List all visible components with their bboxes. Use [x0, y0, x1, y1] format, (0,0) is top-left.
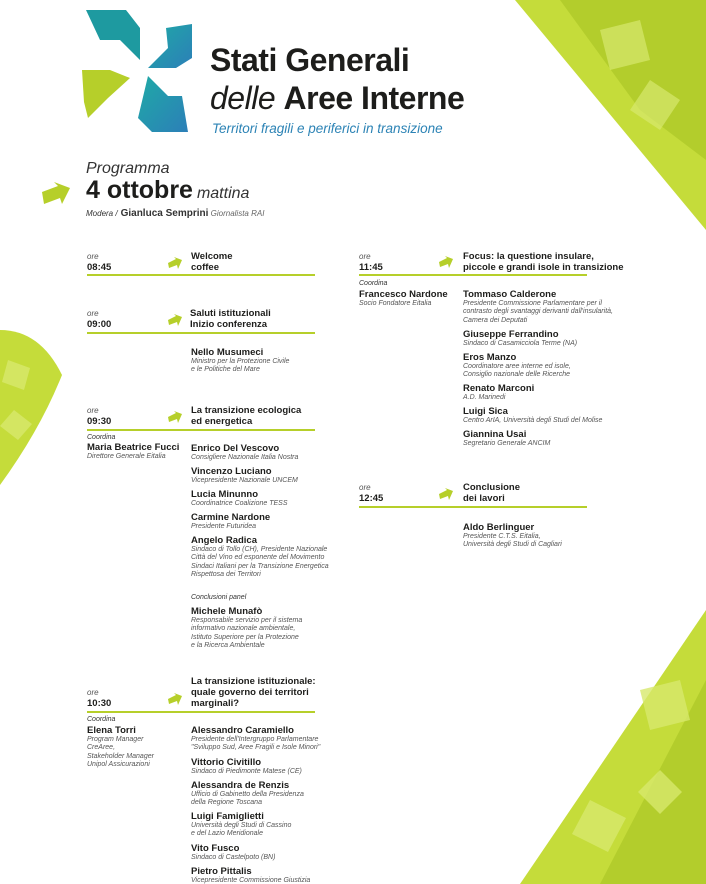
- event-title-line2: [210, 80, 464, 117]
- speaker-role: e le Politiche del Mare: [191, 366, 260, 374]
- programme-date: [86, 176, 249, 205]
- speaker-role: "Sviluppo Sud, Aree Fragili e Isole Minori": [191, 744, 321, 752]
- session-time: 12:45: [359, 493, 384, 504]
- coordinator: [87, 725, 182, 769]
- session-divider: [87, 274, 315, 276]
- speaker-role: Presidente Futuridea: [191, 523, 256, 530]
- speaker: [191, 535, 351, 579]
- programme-label: Programma: [86, 160, 170, 177]
- speaker-name: Giuseppe Ferrandino: [463, 329, 559, 340]
- session-title: [463, 482, 520, 504]
- speaker: [191, 512, 341, 531]
- arrow-right-icon: [168, 257, 182, 269]
- session-title-line: Conclusione: [463, 482, 521, 493]
- session-time: 09:00: [87, 319, 112, 330]
- speaker-name: Vittorio Civitillo: [191, 757, 262, 768]
- speaker: [463, 429, 613, 448]
- speaker-role: informativo nazionale ambientale,: [191, 625, 296, 633]
- speaker-role: Camera dei Deputati: [463, 316, 528, 324]
- arrow-right-icon: [439, 488, 453, 500]
- speaker: [191, 466, 341, 485]
- speaker-role: Consiglio nazionale delle Ricerche: [463, 371, 571, 379]
- speaker-role: Vicepresidente Nazionale UNCEM: [191, 477, 298, 484]
- session-time: 09:30: [87, 416, 112, 427]
- moderator-affiliation: Giornalista RAI: [210, 209, 265, 218]
- session-divider: [87, 332, 315, 334]
- speaker: [191, 866, 341, 884]
- session-title-line: quale governo dei territori: [191, 687, 309, 698]
- speaker-name: Nello Musumeci: [191, 347, 264, 358]
- event-title-delle: delle: [210, 80, 276, 116]
- event-title-line1: Stati Generali: [210, 42, 410, 78]
- speaker: [191, 843, 341, 862]
- speaker-role: Sindaco di Tollo (CH), Presidente Nazionale: [191, 546, 328, 553]
- speaker-name: Enrico Del Vescovo: [191, 443, 280, 454]
- event-subtitle: Territori fragili e periferici in transizione: [212, 121, 443, 136]
- session-ore-label: ore: [87, 688, 99, 697]
- speaker-name: Renato Marconi: [463, 383, 535, 394]
- speaker-name: Aldo Berlinguer: [463, 522, 535, 533]
- speaker: [191, 606, 341, 650]
- session-divider: [359, 274, 587, 276]
- coordinator: [359, 289, 459, 308]
- moderator: [86, 208, 264, 219]
- speaker-role: Presidente dell'Intergruppo Parlamentare: [191, 736, 319, 743]
- speaker-name: Luigi Sica: [463, 406, 508, 417]
- speaker-name: Michele Munafò: [191, 606, 263, 617]
- speaker-role: Stakeholder Manager: [87, 752, 154, 760]
- speaker-role: Sindaco di Castelpoto (BN): [191, 854, 276, 861]
- speaker-role: e la Ricerca Ambientale: [191, 641, 265, 649]
- speaker-name: Luigi Famiglietti: [191, 811, 264, 822]
- speaker-role: Segretario Generale ANCIM: [463, 440, 551, 447]
- speaker-role: Università degli Studi di Cassino: [191, 822, 292, 829]
- speaker: [191, 443, 341, 462]
- speaker: [463, 289, 633, 325]
- speaker-role: A.D. Marinedi: [463, 394, 506, 401]
- session-title-line: Saluti istituzionali: [190, 308, 271, 319]
- coordinator-label: Coordina: [87, 434, 116, 441]
- speaker-role: Consigliere Nazionale Italia Nostra: [191, 454, 299, 461]
- session-title-line: ed energetica: [191, 416, 253, 427]
- speaker-role: Program Manager: [87, 736, 144, 743]
- session-time: 08:45: [87, 262, 112, 273]
- speaker-role: Direttore Generale Eitalia: [87, 453, 166, 460]
- speaker-name: Tommaso Calderone: [463, 289, 557, 300]
- speaker: [463, 383, 613, 402]
- session-title-line: piccole e grandi isole in transizione: [463, 262, 624, 273]
- speaker-role: della Regione Toscana: [191, 799, 262, 807]
- session-ore-label: ore: [87, 309, 99, 318]
- session-title-line: La transizione istituzionale:: [191, 676, 316, 687]
- conclusions-label: Conclusioni panel: [191, 594, 247, 601]
- session-ore-label: ore: [87, 406, 99, 415]
- speaker-role: Vicepresidente Commissione Giustizia: [191, 877, 311, 884]
- speaker: [463, 522, 613, 550]
- speaker-role: Coordinatore aree interne ed isole,: [463, 363, 571, 370]
- speaker: [463, 329, 613, 348]
- arrow-right-icon: [439, 256, 453, 268]
- speaker-role: Centro ArIA, Università degli Studi del Molise: [463, 417, 603, 424]
- session-divider: [87, 429, 315, 431]
- event-title-aree: Aree Interne: [283, 80, 465, 116]
- speaker-name: Elena Torri: [87, 725, 136, 736]
- session-title-line: marginali?: [191, 698, 240, 709]
- speaker-name: Alessandra de Renzis: [191, 780, 290, 791]
- session-title: [191, 251, 233, 273]
- speaker-name: Alessandro Caramiello: [191, 725, 294, 736]
- arrow-right-icon: [168, 411, 182, 423]
- speaker: [191, 757, 341, 776]
- event-logo-icon: [78, 6, 200, 136]
- speaker-role: contrasto degli svantaggi derivanti dall'insularità,: [463, 308, 613, 316]
- speaker-role: Sindaco di Piedimonte Matese (CE): [191, 768, 302, 775]
- speaker-name: Carmine Nardone: [191, 512, 271, 523]
- speaker-name: Angelo Radica: [191, 535, 257, 546]
- speaker: [463, 406, 633, 425]
- date-part: mattina: [196, 185, 250, 202]
- session-title-line: dei lavori: [463, 493, 505, 504]
- session-title: [190, 308, 271, 330]
- arrow-right-icon: [168, 314, 182, 326]
- speaker-role: Università degli Studi di Cagliari: [463, 541, 562, 549]
- moderator-name: Gianluca Semprini: [120, 208, 209, 219]
- session-divider: [359, 506, 587, 508]
- session-divider: [87, 711, 315, 713]
- session-title: [463, 251, 623, 273]
- session-ore-label: ore: [359, 483, 371, 492]
- speaker-role: Coordinatrice Coalizione TESS: [191, 500, 288, 507]
- speaker-role: Città del Vino ed esponente del Movimento: [191, 554, 325, 562]
- speaker-name: Maria Beatrice Fucci: [87, 442, 180, 453]
- speaker-name: Pietro Pittalis: [191, 866, 252, 877]
- speaker-role: Sindaci Italiani per la Transizione Energetica: [191, 562, 329, 570]
- speaker: [191, 780, 341, 808]
- speaker: [191, 725, 341, 753]
- speaker: [191, 489, 341, 508]
- speaker: [191, 811, 341, 839]
- speaker-role: Sindaco di Casamicciola Terme (NA): [463, 340, 578, 347]
- speaker-role: CreAree,: [87, 744, 116, 752]
- arrow-right-icon: [42, 182, 70, 204]
- arrow-right-icon: [168, 693, 182, 705]
- session-title: [191, 405, 301, 427]
- date-value: 4 ottobre: [86, 176, 193, 204]
- speaker-role: Presidente Commissione Parlamentare per il: [463, 300, 602, 307]
- speaker-role: Ministro per la Protezione Civile: [191, 358, 290, 365]
- session-title-line: Inizio conferenza: [190, 319, 268, 330]
- speaker-name: Giannina Usai: [463, 429, 527, 440]
- session-title-line: Focus: la questione insulare,: [463, 251, 594, 262]
- speaker-role: Responsabile servizio per il sistema: [191, 617, 303, 624]
- speaker: [463, 352, 613, 380]
- speaker-role: Unipol Assicurazioni: [87, 760, 150, 768]
- coordinator-label: Coordina: [87, 716, 116, 723]
- speaker-name: Lucia Minunno: [191, 489, 259, 500]
- session-title-line: coffee: [191, 262, 219, 273]
- speaker-role: e del Lazio Meridionale: [191, 830, 263, 838]
- speaker-name: Vito Fusco: [191, 843, 240, 854]
- session-time: 10:30: [87, 698, 112, 709]
- speaker-role: Socio Fondatore Eitalia: [359, 300, 432, 307]
- session-title: [191, 676, 316, 709]
- speaker-name: Eros Manzo: [463, 352, 517, 363]
- session-title-line: Welcome: [191, 251, 233, 262]
- session-ore-label: ore: [87, 252, 99, 261]
- moderator-role: Modera /: [86, 209, 118, 218]
- session-title-line: La transizione ecologica: [191, 405, 302, 416]
- speaker-name: Francesco Nardone: [359, 289, 448, 300]
- speaker-name: Vincenzo Luciano: [191, 466, 272, 477]
- speaker: [191, 347, 341, 375]
- speaker-role: Ufficio di Gabinetto della Presidenza: [191, 791, 304, 798]
- speaker-role: Presidente C.T.S. Eitalia,: [463, 533, 541, 540]
- coordinator-label: Coordina: [359, 280, 388, 287]
- session-ore-label: ore: [359, 252, 371, 261]
- speaker-role: Rispettosa dei Territori: [191, 570, 261, 578]
- speaker-role: Istituto Superiore per la Protezione: [191, 633, 299, 641]
- session-time: 11:45: [359, 262, 383, 273]
